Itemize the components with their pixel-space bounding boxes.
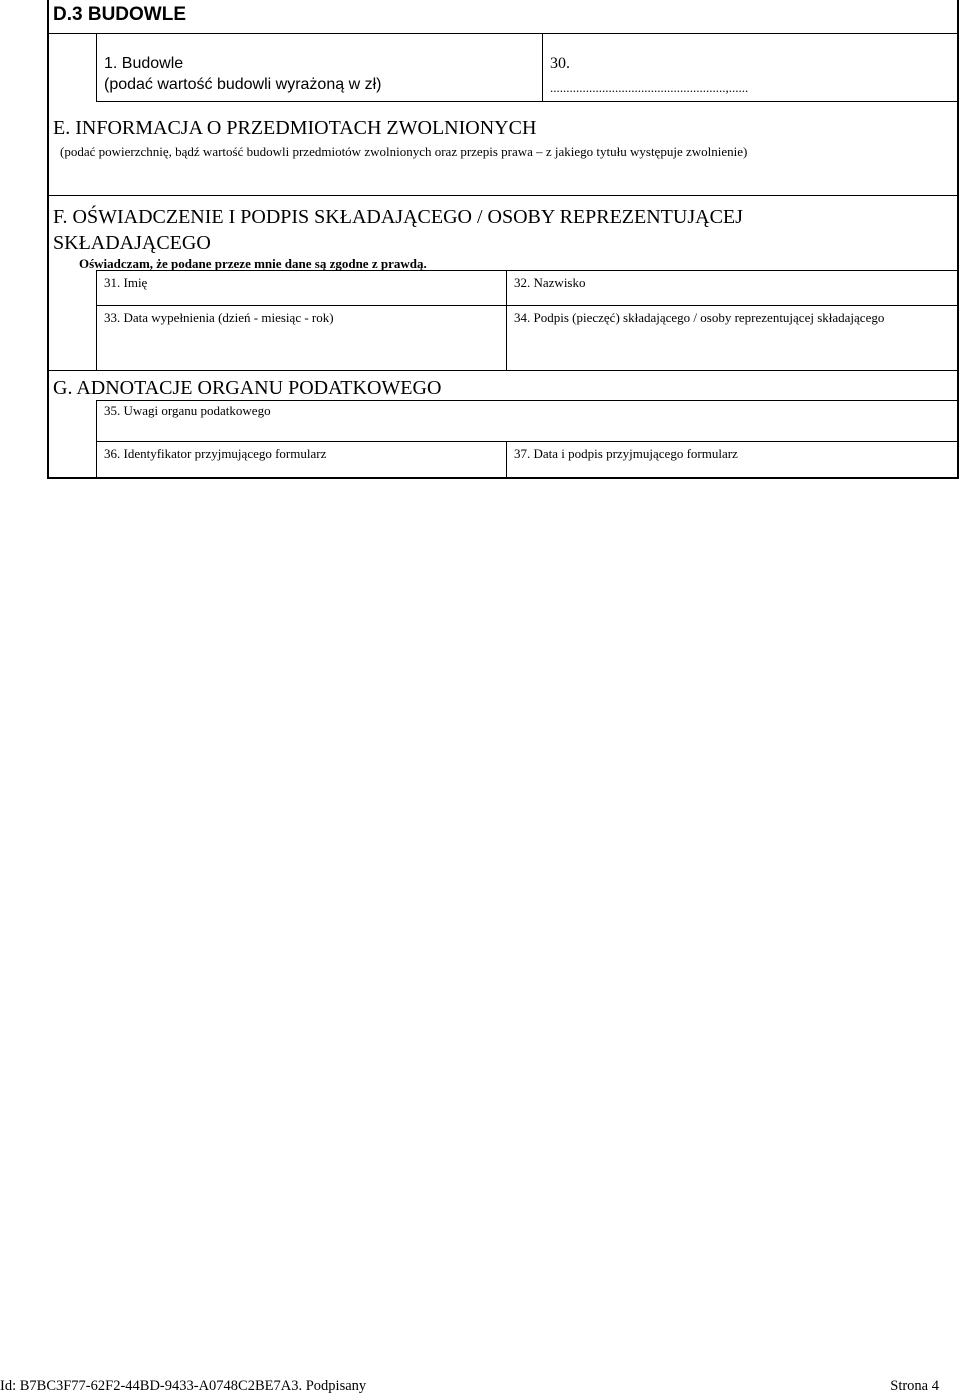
- field-32-last-name[interactable]: 32. Nazwisko: [514, 275, 586, 290]
- field-37-receive-date[interactable]: 37. Data i podpis przyjmującego formularz: [514, 446, 738, 461]
- section-f-title-cont: SKŁADAJĄCEGO: [53, 232, 211, 254]
- section-e-subtitle: (podać powierzchnię, bądź wartość budowli przedmiotów zwolnionych oraz przepis prawa – z jakiego tytułu występuje zwolnienie): [60, 144, 748, 159]
- field-31-first-name[interactable]: 31. Imię: [104, 275, 148, 290]
- section-e-title: E. INFORMACJA O PRZEDMIOTACH ZWOLNIONYCH: [53, 117, 537, 139]
- field-30-label: 30.: [550, 55, 570, 72]
- budowle-hint: (podać wartość budowli wyrażoną w zł): [104, 76, 382, 93]
- field-30-input[interactable]: ......................................................,......: [550, 80, 749, 95]
- budowle-label: 1. Budowle: [104, 55, 184, 72]
- section-f-title: F. OŚWIADCZENIE I PODPIS SKŁADAJĄCEGO / OSOBY REPREZENTUJĄCEJ: [53, 206, 743, 228]
- page-number: Strona 4: [890, 1378, 939, 1394]
- field-35-remarks[interactable]: 35. Uwagi organu podatkowego: [104, 403, 271, 418]
- document-id: Id: B7BC3F77-62F2-44BD-9433-A0748C2BE7A3. Podpisany: [0, 1378, 367, 1394]
- section-g-title: G. ADNOTACJE ORGANU PODATKOWEGO: [53, 377, 442, 399]
- field-33-fill-date[interactable]: 33. Data wypełnienia (dzień - miesiąc - rok): [104, 310, 334, 325]
- field-34-signature[interactable]: 34. Podpis (pieczęć) składającego / osoby reprezentującej składającego: [514, 310, 885, 325]
- section-d3-title: D.3 BUDOWLE: [53, 4, 186, 25]
- declaration-text: Oświadczam, że podane przeze mnie dane są zgodne z prawdą.: [79, 256, 427, 271]
- field-36-receiver-id[interactable]: 36. Identyfikator przyjmującego formularz: [104, 446, 327, 461]
